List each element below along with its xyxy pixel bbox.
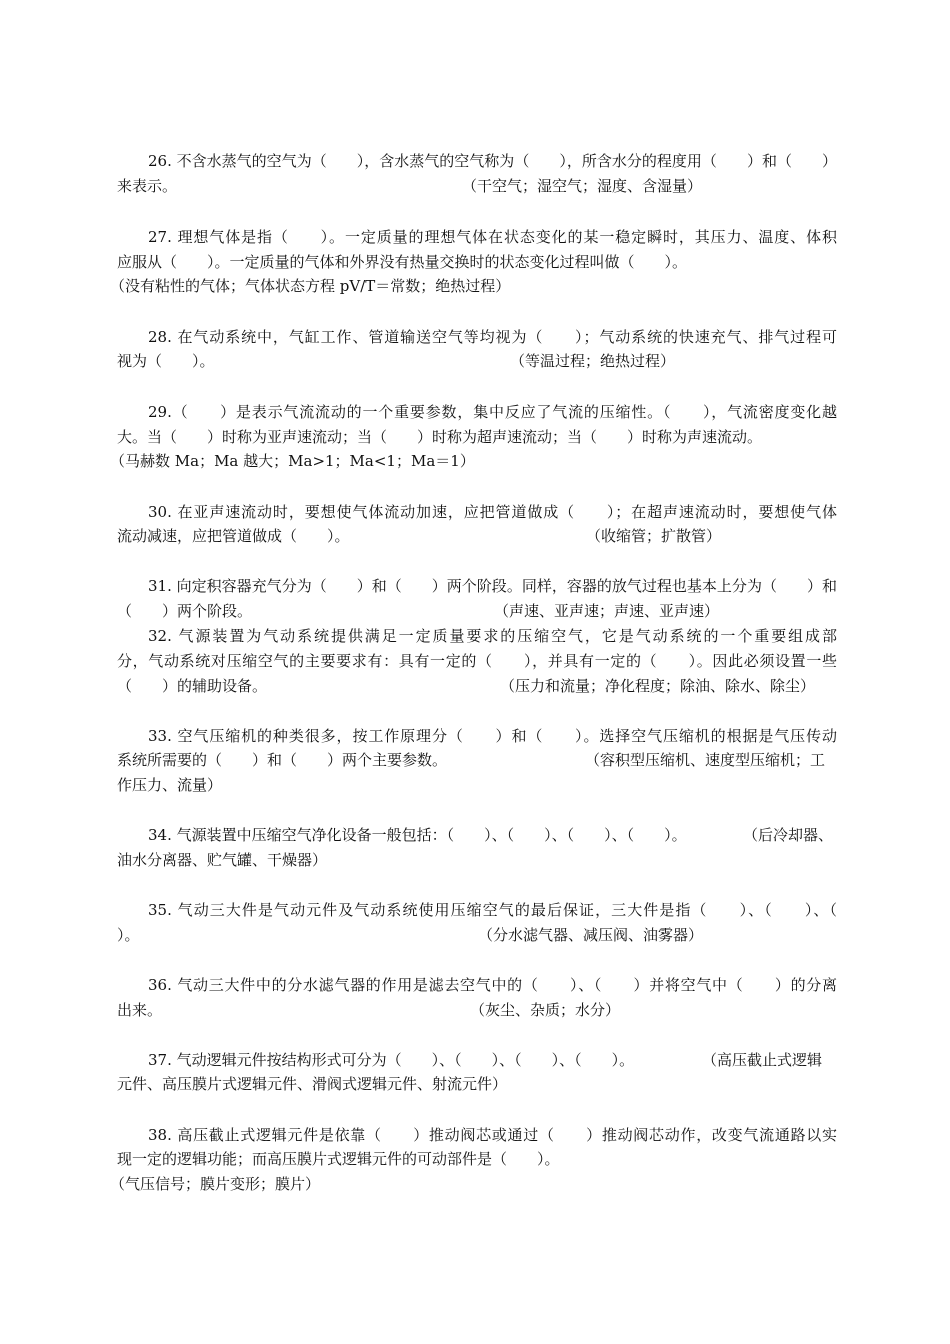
q29-answer: （马赫数 Ma；Ma 越大；Ma>1；Ma<1；Ma＝1） (110, 452, 475, 470)
q36-line2: 出来。 (117, 1001, 163, 1019)
q34-answer: （后冷却器、 (743, 826, 834, 844)
q33-answer-cont: 作压力、流量） (117, 776, 223, 794)
q35-answer: （分水滤气器、减压阀、油雾器） (478, 926, 704, 944)
q30-answer: （收缩管；扩散管） (586, 527, 722, 545)
q38-answer: （气压信号；膜片变形；膜片） (110, 1175, 321, 1193)
q34-answer-cont: 油水分离器、贮气罐、干燥器） (117, 851, 328, 869)
q33-answer: （容积型压缩机、速度型压缩机；工 (585, 751, 826, 769)
q26-line2: 来表示。 (117, 177, 178, 195)
q32-line2: 分，气动系统对压缩空气的主要要求有：具有一定的（ ），并具有一定的（ ）。因此必须设置一些 (117, 652, 837, 670)
q27-line1: 27. 理想气体是指（ ）。一定质量的理想气体在状态变化的某一稳定瞬时，其压力、温度、体积 (148, 228, 837, 246)
q34-line1: 34. 气源装置中压缩空气净化设备一般包括：（ ）、（ ）、（ ）、（ ）。 (148, 826, 687, 844)
q28-line2: 视为（ ）。 (117, 352, 215, 370)
q33-line1: 33. 空气压缩机的种类很多，按工作原理分（ ）和（ ）。选择空气压缩机的根据是气压传动 (148, 727, 837, 745)
q30-line1: 30. 在亚声速流动时，要想使气体流动加速，应把管道做成（ ）；在超声速流动时，要想使气体 (148, 503, 837, 521)
q32-line3: （ ）的辅助设备。 (117, 677, 268, 695)
q36-answer: （灰尘、杂质；水分） (470, 1001, 621, 1019)
q32-answer: （压力和流量；净化程度；除油、除水、除尘） (500, 677, 816, 695)
q38-line2: 现一定的逻辑功能；而高压膜片式逻辑元件的可动部件是（ ）。 (117, 1150, 560, 1168)
q38-line1: 38. 高压截止式逻辑元件是依靠（ ）推动阀芯或通过（ ）推动阀芯动作，改变气流通路以实 (148, 1126, 837, 1144)
q32-line1: 32. 气源装置为气动系统提供满足一定质量要求的压缩空气，它是气动系统的一个重要组成部 (148, 627, 837, 645)
q37-answer: （高压截止式逻辑 (702, 1051, 823, 1069)
q29-line2: 大。当（ ）时称为亚声速流动；当（ ）时称为超声速流动；当（ ）时称为声速流动。 (117, 428, 763, 446)
q28-line1: 28. 在气动系统中，气缸工作、管道输送空气等均视为（ ）；气动系统的快速充气、排气过程可 (148, 328, 837, 346)
q29-line1: 29.（ ）是表示气流流动的一个重要参数，集中反应了气流的压缩性。（ ），气流密度变化越 (148, 403, 837, 421)
q31-line1: 31. 向定积容器充气分为（ ）和（ ）两个阶段。同样，容器的放气过程也基本上分为（ ）和 (148, 577, 837, 595)
q28-answer: （等温过程；绝热过程） (510, 352, 676, 370)
q37-answer-cont: 元件、高压膜片式逻辑元件、滑阀式逻辑元件、射流元件） (117, 1075, 508, 1093)
q33-line2: 系统所需要的（ ）和（ ）两个主要参数。 (117, 751, 448, 769)
q26-line1: 26. 不含水蒸气的空气为（ ），含水蒸气的空气称为（ ），所含水分的程度用（ ）和（ ） (148, 152, 837, 170)
q30-line2: 流动减速，应把管道做成（ ）。 (117, 527, 350, 545)
q31-answer: （声速、亚声速；声速、亚声速） (494, 602, 720, 620)
q35-line1: 35. 气动三大件是气动元件及气动系统使用压缩空气的最后保证，三大件是指（ ）、（ ）、（ (148, 901, 837, 919)
q35-line2: ）。 (117, 926, 140, 944)
q27-line2: 应服从（ ）。一定质量的气体和外界没有热量交换时的状态变化过程叫做（ ）。 (117, 253, 688, 271)
q36-line1: 36. 气动三大件中的分水滤气器的作用是滤去空气中的（ ）、（ ）并将空气中（ ）的分离 (148, 976, 837, 994)
q31-line2: （ ）两个阶段。 (117, 602, 253, 620)
q26-answer: （干空气；湿空气；湿度、含湿量） (462, 177, 703, 195)
q27-answer: （没有粘性的气体；气体状态方程 pV/T＝常数；绝热过程） (110, 277, 511, 295)
q37-line1: 37. 气动逻辑元件按结构形式可分为（ ）、（ ）、（ ）、（ ）。 (148, 1051, 635, 1069)
